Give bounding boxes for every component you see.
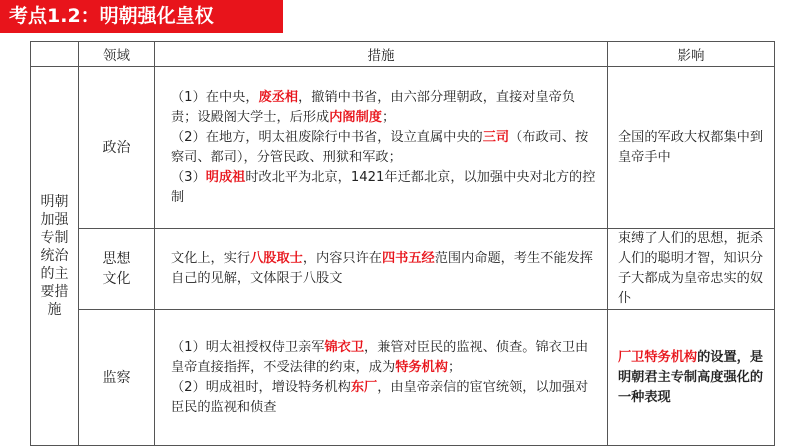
text-segment: 文化上，实行: [171, 251, 251, 266]
text-paragraph: [618, 229, 768, 309]
header-measure: 措施: [155, 42, 608, 67]
main-label-line: 加强: [40, 212, 69, 228]
measure-cell: [155, 310, 608, 446]
highlight-term: 内阁制度: [329, 109, 382, 125]
text-paragraph: [171, 168, 601, 208]
highlight-term: 三司: [482, 129, 510, 145]
text-segment: ；: [382, 109, 396, 125]
header-effect: 影响: [608, 42, 775, 67]
field-cell: [79, 229, 155, 310]
main-label-line: 施: [47, 302, 62, 318]
text-segment: （1）明太祖授权侍卫亲军: [171, 339, 325, 355]
text-segment: 束缚了人们的思想，扼杀人们的聪明才智，知识分子大都成为皇帝忠实的奴仆: [618, 231, 764, 306]
page-title: 考点1.2：明朝强化皇权: [0, 0, 283, 33]
text-paragraph: [171, 128, 601, 168]
header-field: 领域: [79, 42, 155, 67]
effect-cell: [608, 229, 775, 310]
main-label-cell: [31, 67, 79, 446]
main-label-line: 要措: [40, 284, 69, 300]
effect-cell: [608, 67, 775, 229]
main-label-line: 专制: [40, 230, 69, 246]
table-row: [31, 229, 775, 310]
header-empty-cell: [31, 42, 79, 67]
text-segment: （1）在中央，: [171, 89, 259, 105]
highlight-term: 厂卫特务机构: [618, 349, 698, 365]
text-paragraph: [171, 338, 601, 378]
field-label: 思想文化: [102, 251, 131, 287]
header-row: [31, 42, 775, 67]
main-label-line: 统治: [40, 248, 69, 264]
highlight-term: 八股取士: [250, 251, 303, 266]
text-segment: 范围内命题，考生不能发挥自己的见解，文体限于八股文: [171, 251, 593, 286]
text-segment: ，由皇帝亲信的宦官统领，以加强对臣民的监视和侦查: [171, 379, 589, 415]
text-segment: （2）在地方，明太祖废除行中书省，设立直属中央的: [171, 129, 483, 145]
measure-cell: [155, 67, 608, 229]
text-paragraph: [618, 348, 768, 408]
text-paragraph: [171, 378, 601, 418]
table-row: [31, 310, 775, 446]
text-segment: 全国的军政大权都集中到皇帝手中: [618, 129, 764, 165]
text-segment: ，兼管对臣民的监视、侦查。锦衣卫由皇帝直接指挥，不受法律的约束，成为: [171, 339, 589, 375]
text-segment: （2）明成祖时，增设特务机构: [171, 379, 351, 395]
measure-cell: [155, 229, 608, 310]
highlight-term: 四书五经: [382, 251, 435, 266]
text-segment: 的设置，是明朝君主专制高度强化的一种表现: [618, 349, 764, 405]
table-row: [31, 67, 775, 229]
text-segment: （布政司、按察司、都司），分管民政、刑狱和军政；: [171, 129, 589, 165]
text-segment: ，内容只许在: [302, 251, 382, 266]
text-paragraph: [171, 249, 601, 289]
highlight-term: 东厂: [350, 379, 378, 395]
text-paragraph: [618, 128, 768, 168]
text-paragraph: [171, 88, 601, 128]
text-segment: 时改北平为北京，1421年迁都北京，以加强中央对北方的控制: [171, 169, 596, 205]
highlight-term: 特务机构: [395, 359, 448, 375]
text-segment: ；: [447, 359, 462, 375]
text-segment: ，撤销中书省，由六部分理朝政，直接对皇帝负责；设殿阁大学士，后形成: [171, 89, 576, 125]
highlight-term: 明成祖: [205, 169, 246, 185]
measures-table: [30, 41, 775, 446]
text-segment: （3）: [171, 169, 206, 185]
field-cell: 政治: [79, 67, 155, 229]
main-label-line: 明朝: [40, 194, 69, 210]
highlight-term: 锦衣卫: [324, 339, 365, 355]
effect-cell: [608, 310, 775, 446]
highlight-term: 废丞相: [258, 89, 299, 105]
field-cell: 监察: [79, 310, 155, 446]
main-label-line: 的主: [40, 266, 69, 282]
